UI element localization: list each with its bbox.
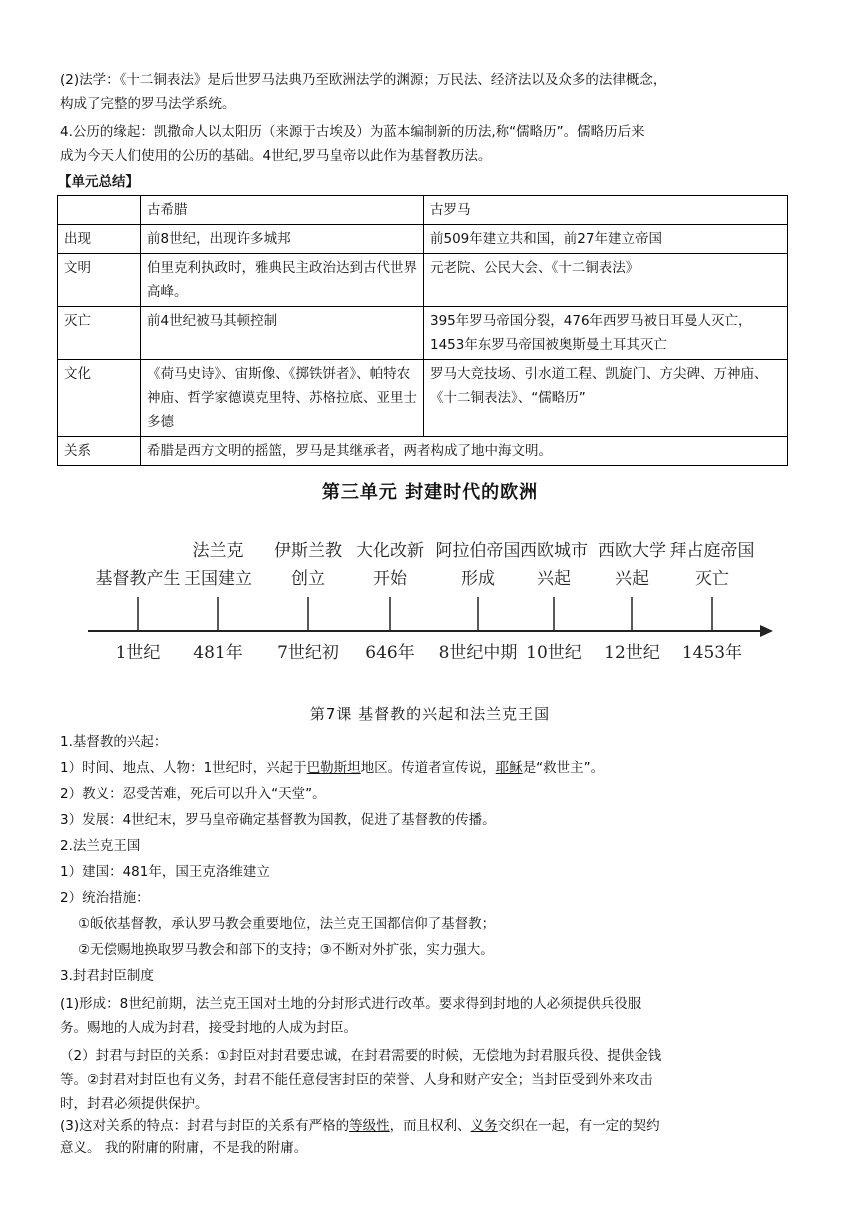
timeline-arrow-icon	[760, 625, 773, 637]
section-2-item-1: 1）建国：481年，国王克洛维建立	[60, 864, 270, 880]
timeline-event-label: 阿拉伯帝国	[435, 541, 521, 561]
text: 是“救世主”。	[522, 760, 605, 776]
timeline-event-label: 创立	[291, 569, 325, 589]
timeline-event-label: 基督教产生	[95, 569, 181, 589]
table-row	[58, 225, 788, 254]
timeline-event-label: 王国建立	[184, 569, 252, 589]
text: 1）时间、地点、人物：1世纪时，兴起于	[60, 760, 307, 776]
timeline-date-label: 8世纪中期	[438, 643, 518, 663]
timeline-event-label: 法兰克	[192, 541, 244, 561]
calendar-line-1: 4.公历的缘起：凯撒命人以太阳历（来源于古埃及）为蓝本编制新的历法,称“儒略历”。儒略历后来	[60, 124, 645, 140]
rome-cell: 前509年建立共和国，前27年建立帝国	[424, 225, 788, 254]
underlined-term: 等级性	[349, 1118, 390, 1134]
header-cell: 古希腊	[141, 196, 424, 225]
lesson-title: 第7课 基督教的兴起和法兰克王国	[309, 705, 551, 723]
row-label: 文化	[58, 360, 141, 437]
greece-cell: 伯里克利执政时，雅典民主政治达到古代世界高峰。	[141, 254, 424, 307]
section-3-para-1a: (1)形成：8世纪前期，法兰克王国对土地的分封形式进行改革。要求得到封地的人必须提供兵役服	[60, 996, 642, 1012]
summary-heading: 【单元总结】	[58, 174, 139, 190]
timeline-date-label: 1世纪	[115, 643, 161, 663]
timeline-event-label: 形成	[461, 569, 495, 589]
timeline-date-label: 1453年	[681, 643, 743, 663]
text: 交织在一起，有一定的契约	[497, 1118, 660, 1134]
header-cell: 古罗马	[424, 196, 788, 225]
section-1-item-3: 3）发展：4世纪末，罗马皇帝确定基督教为国教，促进了基督教的传播。	[60, 812, 496, 828]
text: ，而且权利、	[389, 1118, 471, 1134]
row-label: 关系	[58, 437, 141, 466]
section-2-measure-1: ①皈依基督教，承认罗马教会重要地位，法兰克王国都信仰了基督教；	[78, 916, 496, 932]
unit-summary-table	[57, 195, 788, 466]
section-3-para-2c: 时，封君必须提供保护。	[60, 1096, 209, 1112]
rome-cell: 罗马大竞技场、引水道工程、凯旋门、方尖碑、万神庙、《十二铜表法》、“儒略历”	[424, 360, 788, 437]
timeline-event-label: 灭亡	[695, 569, 729, 589]
section-2-measure-2: ②无偿赐地换取罗马教会和部下的支持；③不断对外扩张，实力强大。	[78, 942, 494, 958]
rome-cell: 元老院、公民大会、《十二铜表法》	[424, 254, 788, 307]
greece-cell: 前4世纪被马其顿控制	[141, 307, 424, 360]
row-label: 出现	[58, 225, 141, 254]
calendar-line-2: 成为今天人们使用的公历的基础。4世纪,罗马皇帝以此作为基督教历法。	[60, 148, 492, 164]
timeline-event-label: 开始	[373, 569, 407, 589]
section-3-para-1b: 务。赐地的人成为封君，接受封地的人成为封臣。	[60, 1020, 357, 1036]
section-1-heading: 1.基督教的兴起：	[60, 734, 168, 750]
section-3-heading: 3.封君封臣制度	[60, 968, 154, 984]
table-row	[58, 307, 788, 360]
table-row	[58, 254, 788, 307]
section-1-item-2: 2）教义：忍受苦难，死后可以升入“天堂”。	[60, 786, 326, 802]
timeline-event-label: 大化改新	[356, 541, 424, 561]
timeline-diagram	[70, 530, 790, 680]
underlined-term: 耶稣	[495, 760, 523, 776]
relation-cell: 希腊是西方文明的摇篮，罗马是其继承者，两者构成了地中海文明。	[141, 437, 788, 466]
table-header-row	[58, 196, 788, 225]
underlined-term: 义务	[470, 1118, 498, 1134]
timeline-event-label: 兴起	[537, 569, 571, 589]
section-3-para-2b: 等。②封君对封臣也有义务，封君不能任意侵害封臣的荣誉、人身和财产安全；当封臣受到外来攻击	[60, 1072, 653, 1088]
header-cell	[58, 196, 141, 225]
table-row	[58, 360, 788, 437]
timeline-date-label: 481年	[193, 643, 243, 663]
section-3-para-3b: 意义。 我的附庸的附庸，不是我的附庸。	[60, 1140, 308, 1156]
timeline-event-label: 西欧大学	[598, 541, 666, 561]
timeline-date-label: 10世纪	[526, 643, 582, 663]
text: (3)这对关系的特点：封君与封臣的关系有严格的	[60, 1118, 350, 1134]
greece-cell: 前8世纪，出现许多城邦	[141, 225, 424, 254]
section-3-para-2a: （2）封君与封臣的关系：①封臣对封君要忠诚，在封君需要的时候，无偿地为封君服兵役、提供金钱	[60, 1048, 662, 1064]
timeline-event-label: 拜占庭帝国	[669, 541, 755, 561]
timeline-date-label: 646年	[365, 643, 415, 663]
underlined-term: 巴勒斯坦	[306, 760, 361, 776]
section-2-heading: 2.法兰克王国	[60, 838, 141, 854]
table-row	[58, 437, 788, 466]
unit-title: 第三单元 封建时代的欧洲	[321, 482, 539, 503]
section-1-item-1	[60, 756, 800, 780]
timeline-date-label: 7世纪初	[277, 643, 339, 663]
row-label: 灭亡	[58, 307, 141, 360]
timeline-date-label: 12世纪	[604, 643, 660, 663]
law-line-1: (2)法学：《十二铜表法》是后世罗马法典乃至欧洲法学的渊源；万民法、经济法以及众多的法律概念，	[60, 72, 667, 88]
greece-cell: 《荷马史诗》、宙斯像、《掷铁饼者》、帕特农神庙、哲学家德谟克里特、苏格拉底、亚里士多德	[141, 360, 424, 437]
text: 地区。传道者宣传说，	[360, 760, 496, 776]
section-2-item-2: 2）统治措施：	[60, 890, 150, 906]
timeline-event-label: 伊斯兰教	[274, 541, 342, 561]
row-label: 文明	[58, 254, 141, 307]
law-line-2: 构成了完整的罗马法学系统。	[60, 96, 236, 112]
rome-cell: 395年罗马帝国分裂，476年西罗马被日耳曼人灭亡，1453年东罗马帝国被奥斯曼土耳其灭亡	[424, 307, 788, 360]
timeline-event-label: 西欧城市	[520, 541, 588, 561]
section-3-para-3a	[60, 1114, 800, 1138]
timeline-event-label: 兴起	[615, 569, 649, 589]
